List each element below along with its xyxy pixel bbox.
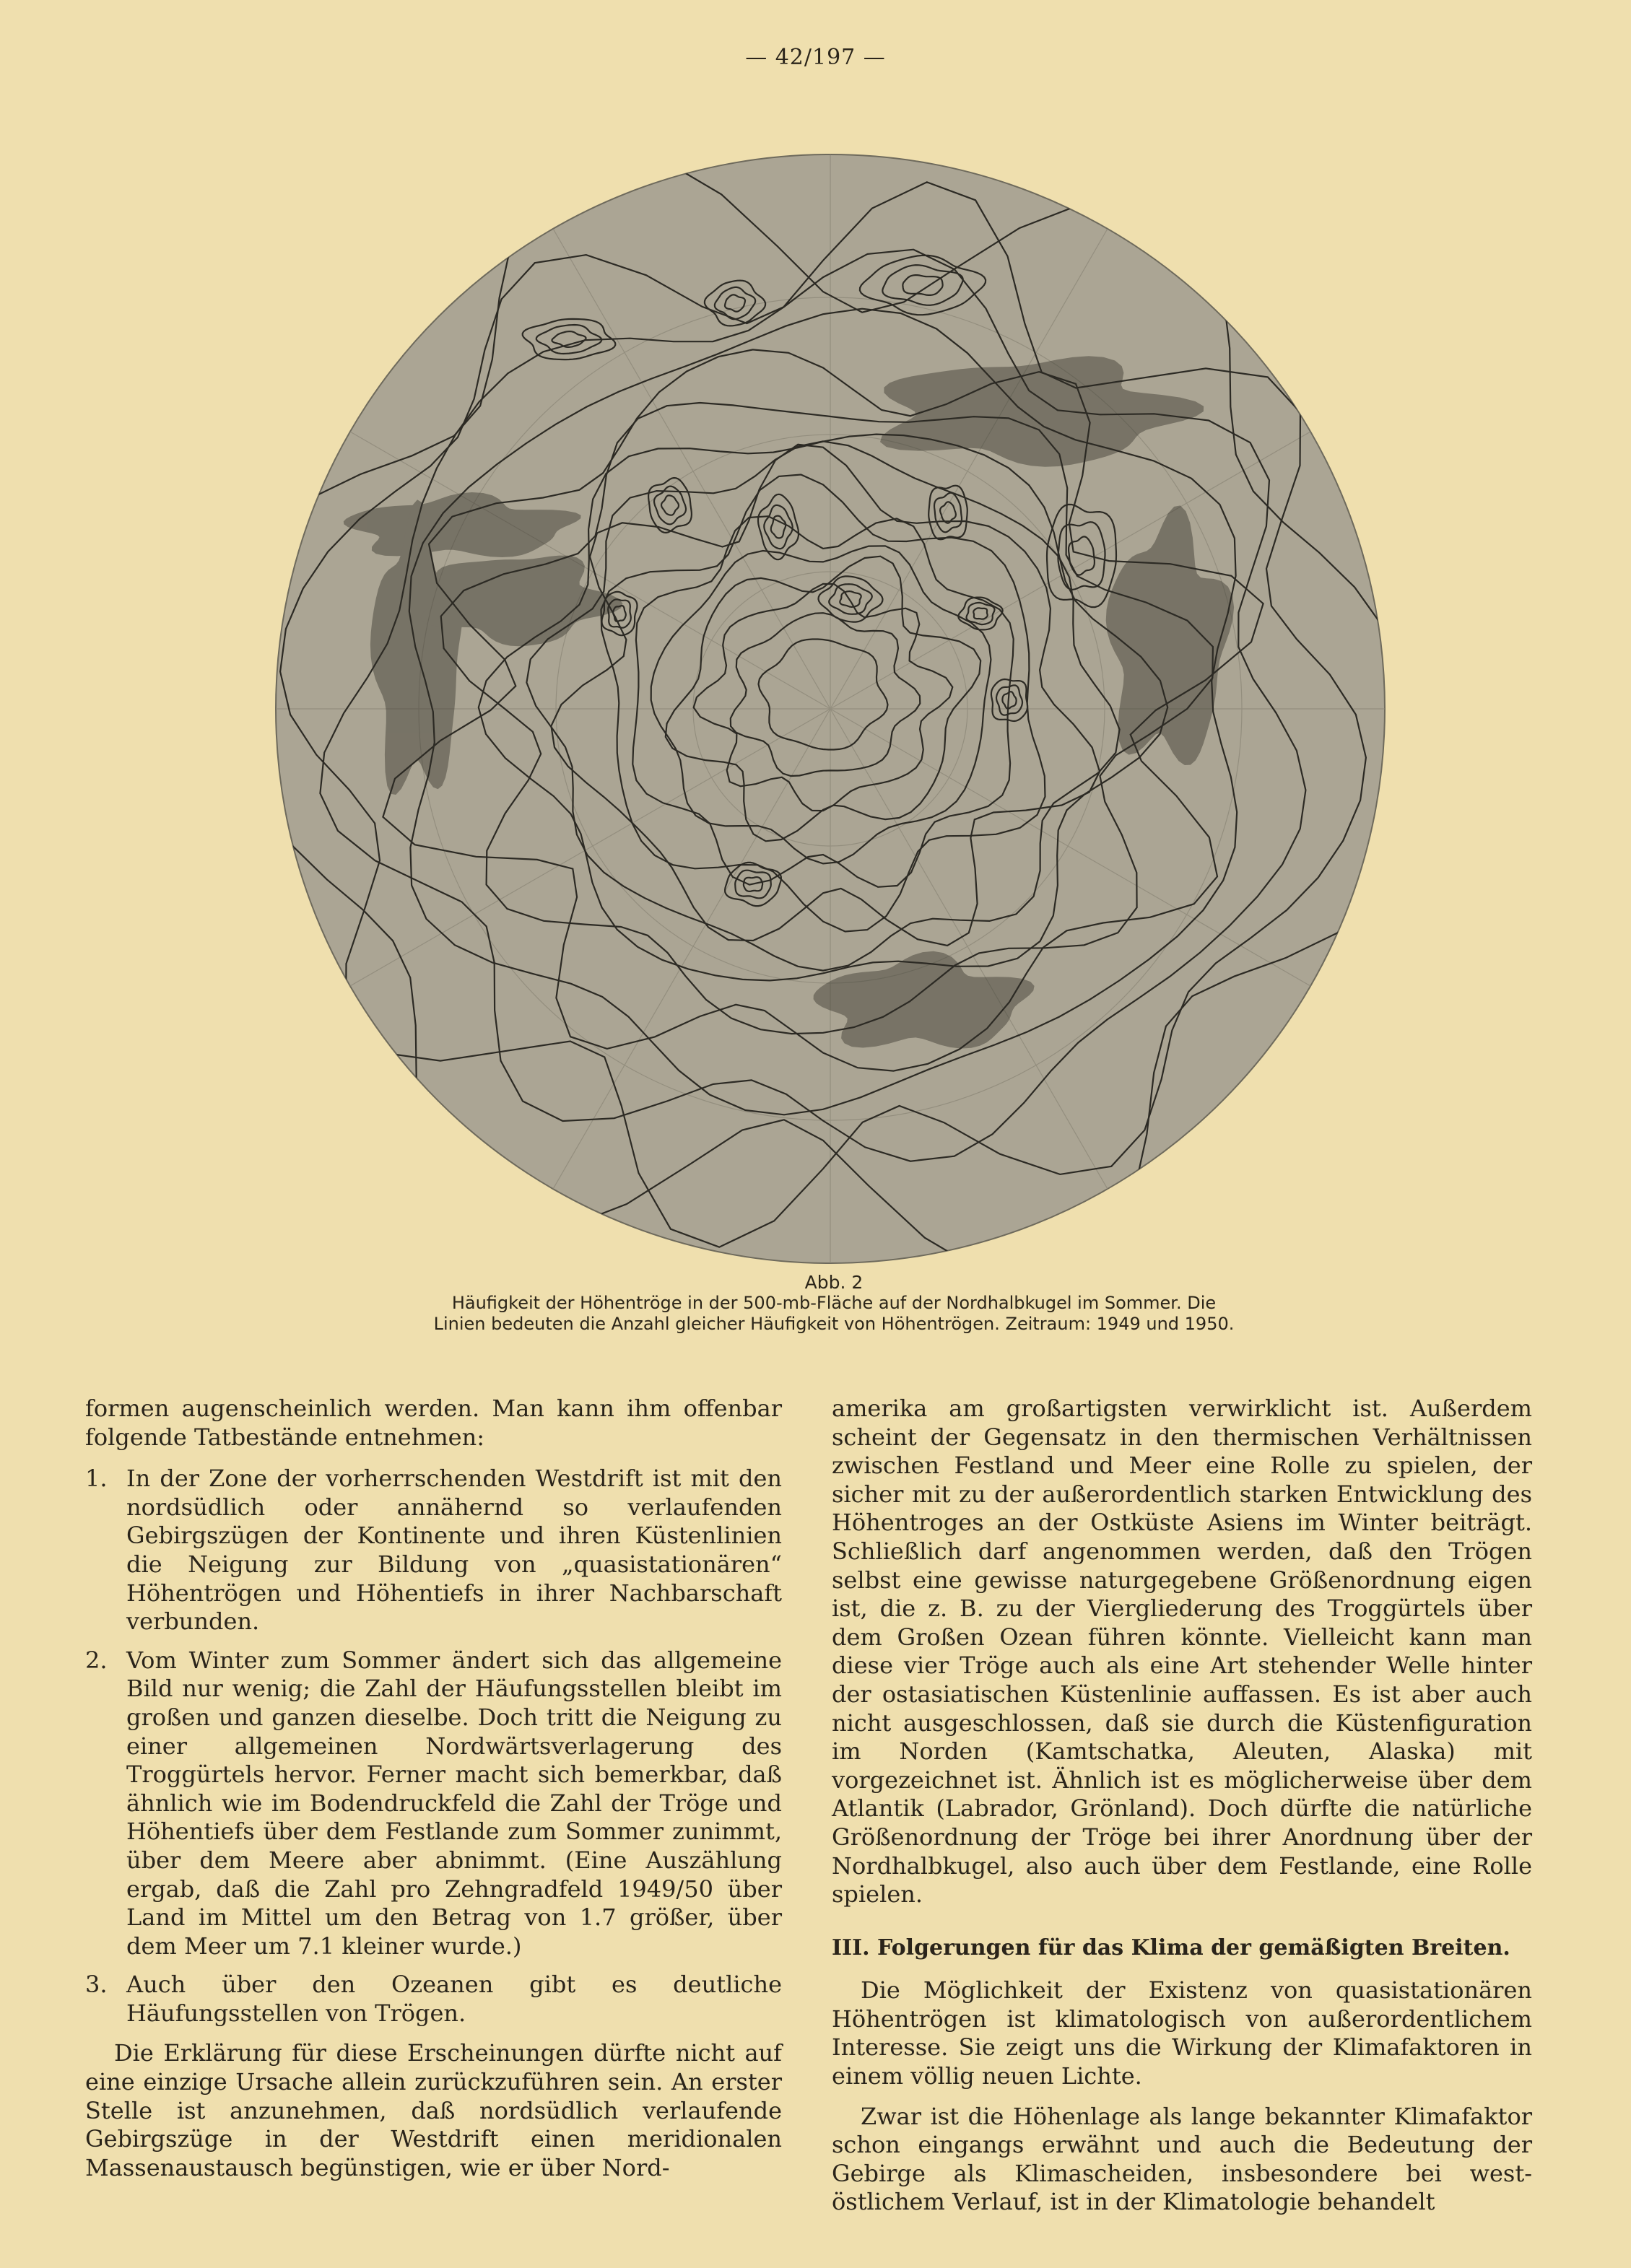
figure-label: Abb. 2 [804, 1272, 864, 1293]
list-item-text: Auch über den Ozeanen gibt es deutliche Häufungsstellen von Trögen. [126, 1971, 782, 2027]
list-item [85, 1971, 782, 2028]
right-paragraph-1: amerika am großartigsten verwirklicht ist. Außerdem scheint der Gegensatz in den thermischen Verhältnissen zwischen Festland und Meer eine Rolle zu spielen, der sicher mit zu der außerordentlich starken Entwicklung des Höhentroges an der Ostküste Asiens im Winter beiträgt. Schließlich darf angenommen werden, daß den Trögen selbst eine gewisse naturgegebene Größenordnung eigen ist, die z. B. zu der Viergliederung des Troggürtels über dem Großen Ozean führen könnte. Vielleicht kann man diese vier Tröge auch als eine Art stehender Welle hinter der ostasiatischen Küstenlinie auffassen. Es ist aber auch nicht ausgeschlossen, daß sie durch die Küstenfiguration im Norden (Kamtschatka, Aleuten, Alaska) mit vorgezeichnet ist. Ähnlich ist es möglicherweise über dem Atlantik (Labrador, Grönland). Doch dürfte die natürliche Größenordnung der Tröge bei ihrer Anordnung über der Nordhalbkugel, also auch über dem Festlande, eine Rolle spielen. [832, 1395, 1532, 1909]
list-item [85, 1647, 782, 1961]
list-number: 3. [85, 1971, 108, 1999]
right-paragraph-2: Die Möglichkeit der Existenz von quasistationären Höhentrögen ist klimatologisch von außerordentlichem Interesse. Sie zeigt uns die Wirkung der Klimafaktoren in einem völlig neuen Lichte. [832, 1976, 1532, 2090]
list-item-text: Vom Winter zum Sommer ändert sich das allgemeine Bild nur wenig; die Zahl der Häufungsstellen bleibt im großen und ganzen dieselbe. Doch tritt die Neigung zu einer allgemeinen Nordwärtsverlagerung des Troggürtels hervor. Ferner macht sich bemerkbar, daß ähnlich wie im Bodendruckfeld die Zahl der Tröge und Höhentiefs über dem Festlande zum Sommer zunimmt, über dem Meere aber abnimmt. (Eine Auszählung ergab, daß die Zahl pro Zehngradfeld 1949/50 über Land im Mittel um den Betrag von 1.7 größer, über dem Meer um 7.1 kleiner wurde.) [126, 1646, 782, 1960]
list-number: 2. [85, 1646, 108, 1674]
left-closing-paragraph: Die Erklärung für diese Erscheinungen dürfte nicht auf eine einzige Ursache allein zurückzuführen sein. An erster Stelle ist anzunehmen, daß nordsüdlich verlaufende Gebirgszüge in der Westdrift einen meridionalen Massenaustausch begünstigen, wie er über Nord- [85, 2039, 782, 2181]
findings-list [85, 1465, 782, 2028]
list-item [85, 1465, 782, 1636]
list-item-text: In der Zone der vorherrschenden Westdrift ist mit den nordsüdlich oder annähernd so verlaufenden Gebirgszügen der Kontinente und ihren Küstenlinien die Neigung zur Bildung von „quasistationären“ Höhentrögen und Höhentiefs in ihrer Nachbarschaft verbunden. [126, 1465, 782, 1636]
right-paragraph-3: Zwar ist die Höhenlage als lange bekannter Klimafaktor schon eingangs erwähnt und auch die Bedeutung der Gebirge als Klimascheiden, insbesondere bei west-östlichem Verlauf, ist in der Klimatologie behandelt [832, 2102, 1532, 2216]
left-column [85, 1395, 782, 2182]
list-number: 1. [85, 1465, 108, 1493]
section-heading: III. Folgerungen für das Klima der gemäßigten Breiten. [832, 1935, 1510, 1960]
figure-caption-text: Häufigkeit der Höhentröge in der 500-mb-Fläche auf der Nordhalbkugel im Sommer. Die Linien bedeuten die Anzahl gleicher Häufigkeit von Höhentrögen. Zeitraum: 1949 und 1950. [433, 1293, 1235, 1334]
page-number: — 42/197 — [745, 45, 886, 70]
polar-map-figure [273, 152, 1388, 1267]
left-intro-paragraph: formen augenscheinlich werden. Man kann ihm offenbar folgende Tatbestände entnehmen: [85, 1395, 782, 1451]
figure-caption [433, 1272, 1235, 1335]
polar-contour-map [273, 152, 1388, 1267]
right-column [832, 1395, 1532, 2217]
